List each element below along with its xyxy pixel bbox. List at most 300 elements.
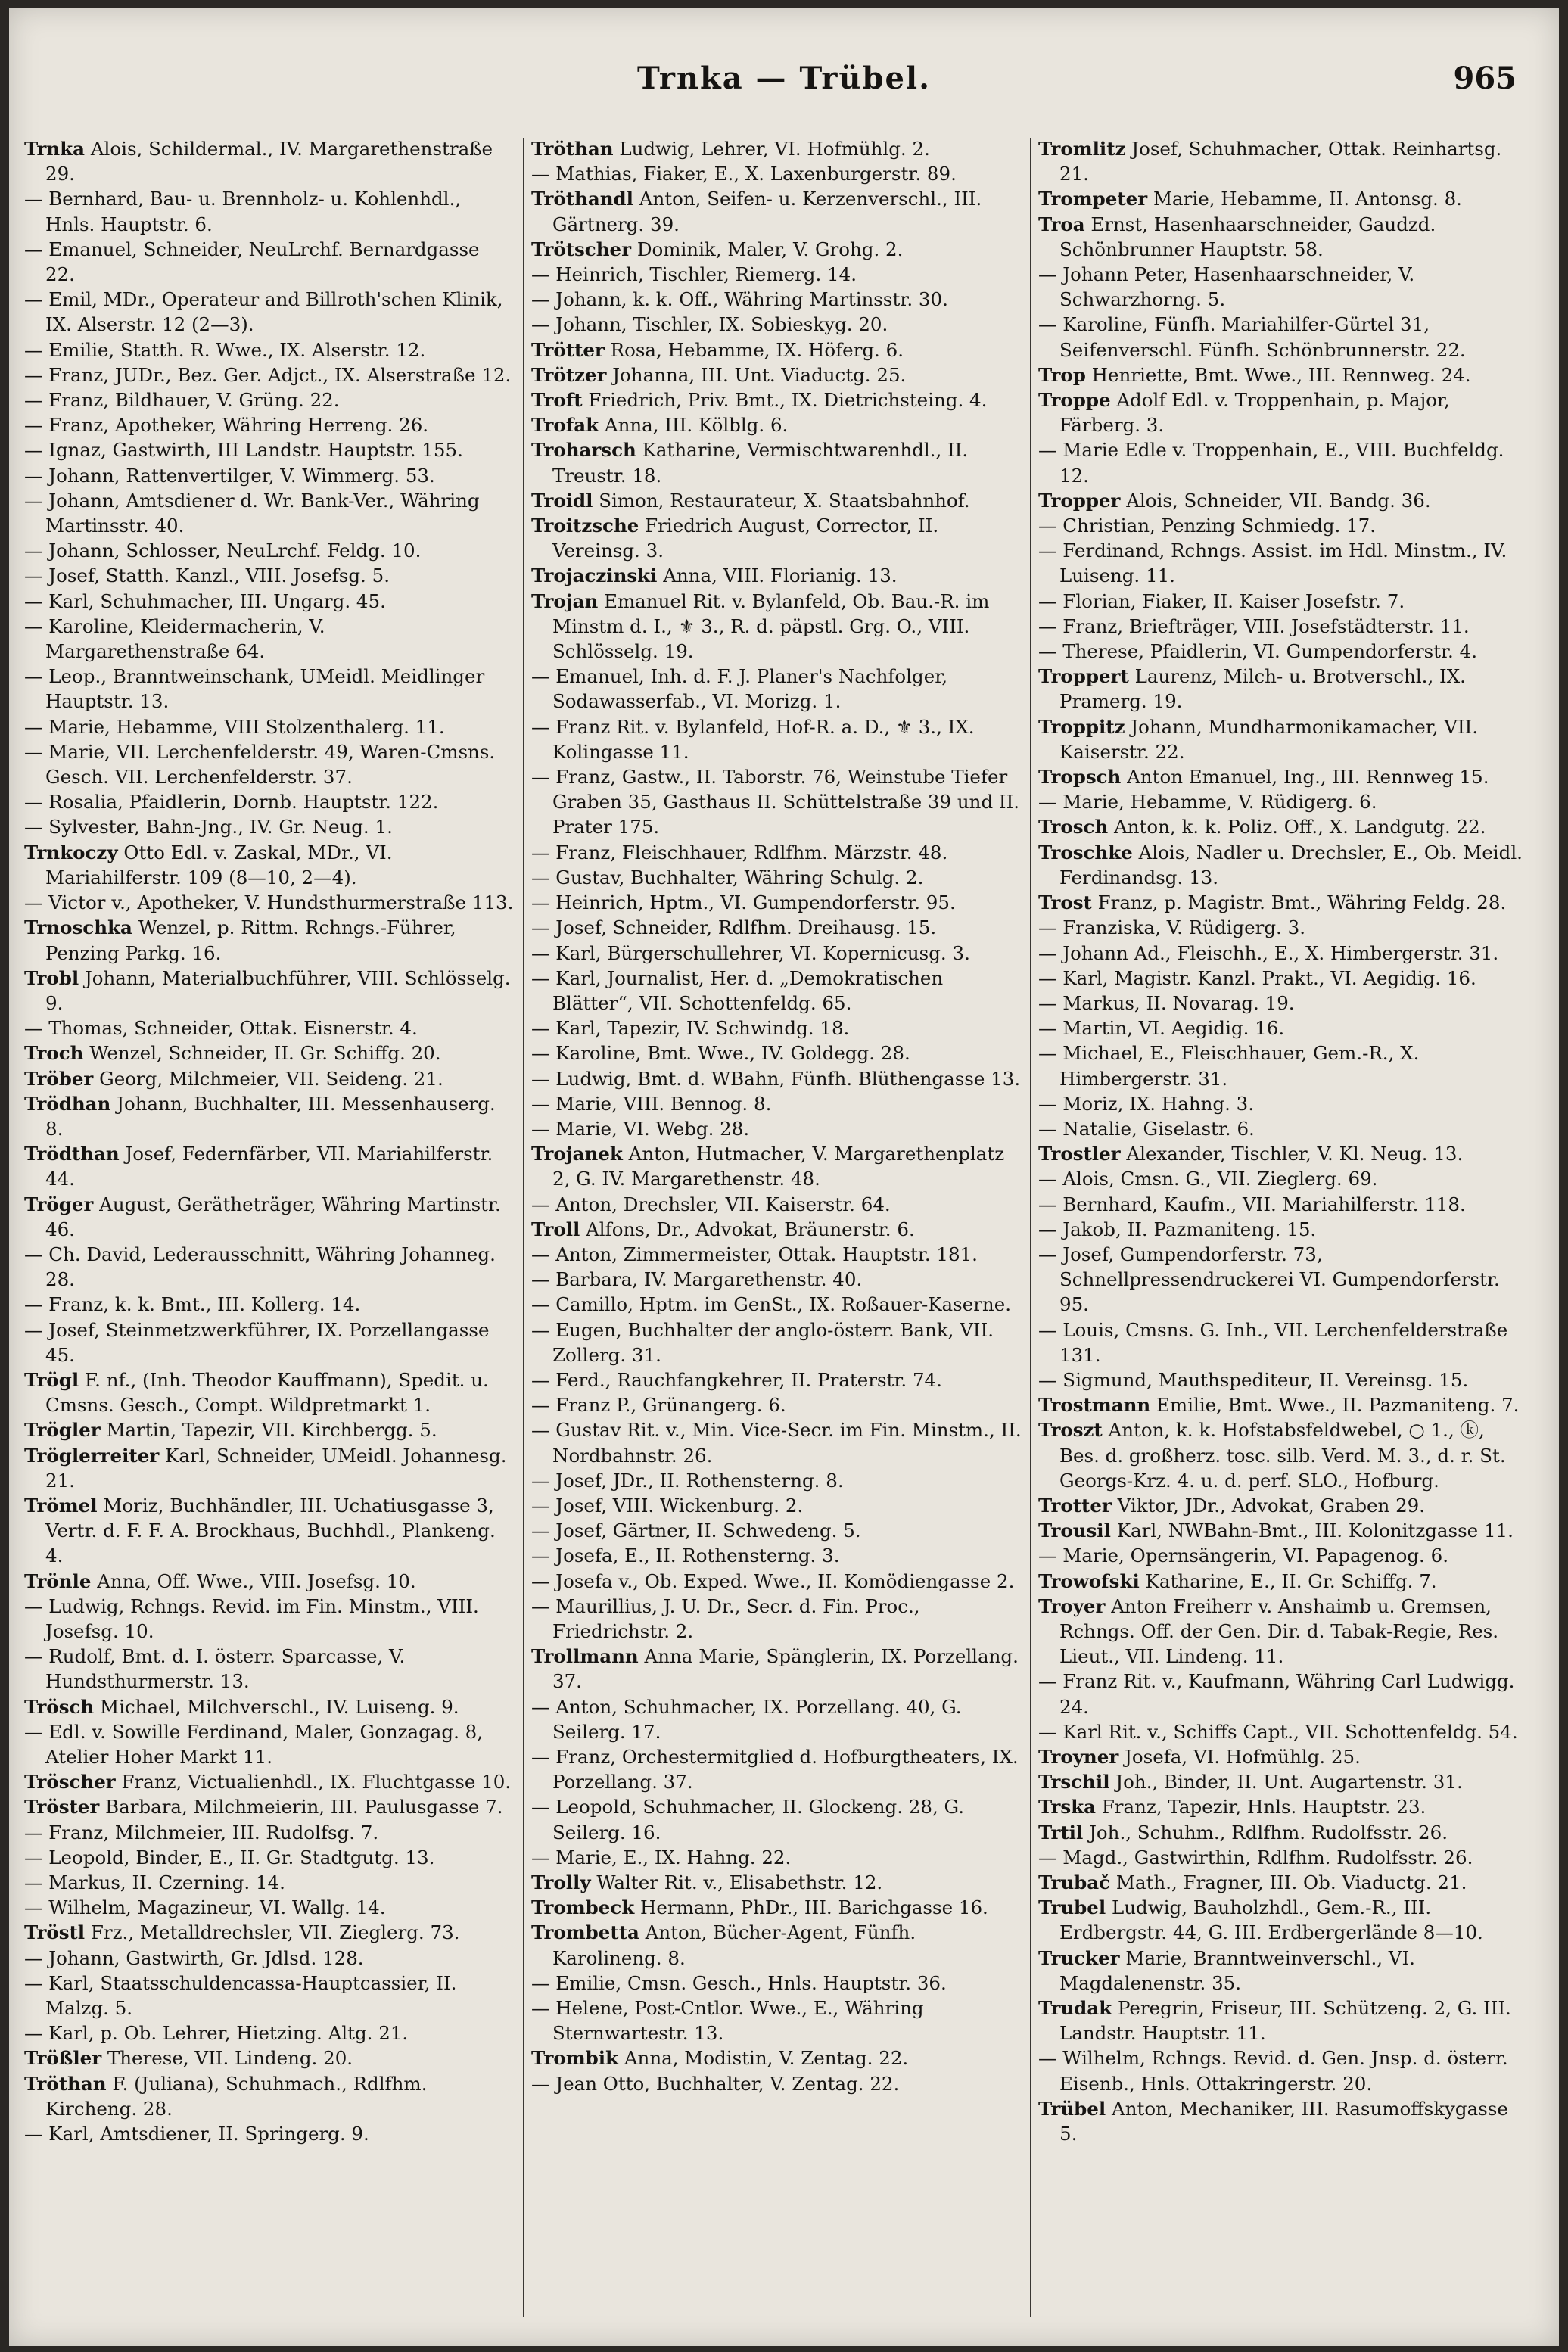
directory-entry: [531, 1493, 1022, 1518]
directory-entry: [531, 1744, 1022, 1794]
directory-entry: [24, 387, 515, 412]
directory-entry: [24, 1971, 515, 2021]
directory-entry: [1038, 840, 1529, 890]
column-divider: [1030, 138, 1031, 2317]
entry-details: — Sigmund, Mauthspediteur, II. Vereinsg. 15.: [1038, 1368, 1469, 1391]
entry-details: Alexander, Tischler, V. Kl. Neug. 13.: [1126, 1143, 1464, 1165]
directory-entry: [531, 941, 1022, 966]
entry-details: — Ch. David, Lederausschnitt, Währing Johanneg. 28.: [24, 1243, 496, 1291]
entry-surname: Tröthandl: [531, 188, 633, 210]
entry-details: Dominik, Maler, V. Grohg. 2.: [636, 238, 904, 260]
entry-details: — Emil, MDr., Operateur and Billroth'schen Klinik, IX. Alserstr. 12 (2—3).: [24, 288, 503, 336]
entry-details: Marie, Branntweinverschl., VI. Magdalenenstr. 35.: [1059, 1946, 1415, 1994]
entry-details: Johanna, III. Unt. Viaductg. 25.: [612, 363, 907, 386]
entry-details: — Karl, Magistr. Kanzl. Prakt., VI. Aegidig. 16.: [1038, 966, 1476, 989]
entry-details: Otto Edl. v. Zaskal, MDr., VI. Mariahilferstr. 109 (8—10, 2—4).: [45, 841, 393, 888]
entry-surname: Tropsch: [1038, 766, 1122, 789]
directory-entry: [1038, 1719, 1529, 1744]
directory-entry: [24, 338, 515, 362]
entry-details: — Karoline, Kleidermacherin, V. Margarethenstraße 64.: [24, 614, 325, 663]
entry-details: — Bernhard, Bau- u. Brennholz- u. Kohlenhdl., Hnls. Hauptstr. 6.: [24, 188, 462, 235]
entry-details: — Emanuel, Schneider, NeuLrchf. Bernardgasse 22.: [24, 238, 480, 286]
entry-details: — Eugen, Buchhalter der anglo-österr. Bank, VII. Zollerg. 31.: [531, 1318, 994, 1366]
directory-entry: [24, 915, 515, 965]
directory-entry: [531, 1091, 1022, 1116]
directory-entry: [531, 966, 1022, 1016]
directory-entry: [1038, 890, 1529, 915]
entry-details: Peregrin, Friseur, III. Schützeng. 2, G. III. Landstr. Hauptstr. 11.: [1059, 1997, 1511, 2045]
entry-details: — Karoline, Bmt. Wwe., IV. Goldegg. 28.: [531, 1042, 910, 1065]
directory-entry: [531, 412, 1022, 437]
directory-entry: [531, 437, 1022, 487]
entry-details: — Franz P., Grünangerg. 6.: [531, 1394, 786, 1417]
entry-surname: Tröglerreiter: [24, 1444, 160, 1467]
entry-details: — Anton, Schuhmacher, IX. Porzellang. 40, G. Seilerg. 17.: [531, 1695, 962, 1743]
directory-entry: [1038, 1794, 1529, 1819]
entry-details: Josef, Federnfärber, VII. Mariahilferstr. 44.: [45, 1143, 493, 1190]
entry-surname: Trska: [1038, 1796, 1097, 1818]
directory-entry: [1038, 1870, 1529, 1895]
entry-details: — Karl, Tapezir, IV. Schwindg. 18.: [531, 1017, 850, 1040]
directory-entry: [1038, 1367, 1529, 1392]
directory-entry: [531, 513, 1022, 563]
entry-surname: Trödhan: [24, 1092, 111, 1115]
entry-details: — Marie, Hebamme, VIII Stolzenthalerg. 11.: [24, 715, 445, 738]
directory-entry: [24, 714, 515, 739]
directory-entry: [24, 1242, 515, 1292]
directory-entry: [531, 1594, 1022, 1644]
directory-entry: [531, 1694, 1022, 1744]
entry-details: Therese, VII. Lindeng. 20.: [107, 2047, 353, 2070]
directory-entry: [24, 1794, 515, 1819]
directory-entry: [531, 563, 1022, 588]
directory-entry: [531, 840, 1022, 865]
directory-entry: [24, 1493, 515, 1569]
directory-entry: [24, 1192, 515, 1242]
entry-details: — Rosalia, Pfaidlerin, Dornb. Hauptstr. 122.: [24, 791, 439, 814]
directory-entry: [531, 1192, 1022, 1217]
directory-entry: [24, 2071, 515, 2121]
directory-entry: [1038, 1895, 1529, 1945]
entry-details: — Wilhelm, Rchngs. Revid. d. Gen. Jnsp. d. österr. Eisenb., Hnls. Ottakringerstr. 20.: [1038, 2047, 1508, 2095]
directory-entry: [1038, 2096, 1529, 2146]
directory-entry: [531, 1292, 1022, 1317]
directory-entry: [1038, 186, 1529, 211]
entry-details: Anton, Bücher-Agent, Fünfh. Karolineng. 8.: [552, 1921, 916, 1969]
entry-details: — Louis, Cmsns. G. Inh., VII. Lerchenfelderstraße 131.: [1038, 1318, 1508, 1366]
directory-entry: [1038, 1016, 1529, 1041]
entry-details: Marie, Hebamme, II. Antonsg. 8.: [1153, 188, 1462, 210]
entry-surname: Troa: [1038, 213, 1085, 235]
entry-details: — Marie Edle v. Troppenhain, E., VIII. Buchfeldg. 12.: [1038, 439, 1504, 487]
directory-entry: [24, 814, 515, 839]
directory-entry: [24, 186, 515, 236]
entry-details: — Camillo, Hptm. im GenSt., IX. Roßauer-Kaserne.: [531, 1293, 1011, 1316]
directory-entry: [24, 2121, 515, 2146]
entry-details: — Martin, VI. Aegidig. 16.: [1038, 1017, 1285, 1040]
directory-entry: [24, 1769, 515, 1794]
directory-entry: [531, 1996, 1022, 2046]
entry-details: — Marie, VI. Webg. 28.: [531, 1117, 750, 1140]
entry-details: — Marie, Opernsängerin, VI. Papagenog. 6.: [1038, 1545, 1448, 1567]
entry-details: — Josef, Steinmetzwerkführer, IX. Porzellangasse 45.: [24, 1318, 490, 1366]
entry-surname: Trötscher: [531, 238, 632, 260]
entry-details: — Heinrich, Tischler, Riemerg. 14.: [531, 263, 857, 286]
directory-entry: [1038, 614, 1529, 639]
entry-details: — Josef, Gärtner, II. Schwedeng. 5.: [531, 1520, 861, 1542]
entry-surname: Tröthan: [531, 138, 614, 160]
entry-details: — Johann, Gastwirth, Gr. Jdlsd. 128.: [24, 1946, 364, 1969]
directory-entry: [24, 966, 515, 1016]
directory-entry: [24, 1946, 515, 1971]
column-2: [531, 136, 1022, 2331]
directory-entry: [1038, 915, 1529, 940]
entry-details: — Leopold, Schuhmacher, II. Glockeng. 28, G. Seilerg. 16.: [531, 1796, 965, 1843]
entry-details: Alfons, Dr., Advokat, Bräunerstr. 6.: [586, 1218, 915, 1240]
entry-surname: Trombeck: [531, 1896, 635, 1919]
directory-entry: [24, 362, 515, 387]
entry-details: — Franz, Gastw., II. Taborstr. 76, Weinstube Tiefer Graben 35, Gasthaus II. Schüttelstraße 39 und II. Prater 175.: [531, 766, 1020, 838]
directory-entry: [1038, 1166, 1529, 1191]
entry-surname: Trofak: [531, 414, 599, 437]
entry-details: Alois, Nadler u. Drechsler, E., Ob. Meidl. Ferdinandsg. 13.: [1059, 841, 1523, 888]
entry-surname: Tropper: [1038, 489, 1121, 512]
entry-details: Karl, Schneider, UMeidl. Johannesg. 21.: [45, 1444, 507, 1492]
directory-entry: [531, 1895, 1022, 1920]
directory-entry: [1038, 212, 1529, 262]
entry-details: Frz., Metalldrechsler, VII. Zieglerg. 73.: [90, 1921, 460, 1944]
entry-details: Franz, Tapezir, Hnls. Hauptstr. 23.: [1101, 1796, 1426, 1818]
entry-surname: Trojaczinski: [531, 565, 658, 587]
directory-entry: [531, 1267, 1022, 1292]
directory-entry: [1038, 966, 1529, 991]
entry-details: Anna, Modistin, V. Zentag. 22.: [624, 2047, 909, 2070]
entry-details: — Franz, JUDr., Bez. Ger. Adjct., IX. Alserstraße 12.: [24, 363, 512, 386]
entry-details: Johann, Materialbuchführer, VIII. Schlösselg. 9.: [45, 966, 511, 1014]
entry-details: — Karl, Amtsdiener, II. Springerg. 9.: [24, 2123, 369, 2145]
entry-surname: Trödthan: [24, 1143, 120, 1165]
entry-surname: Trostmann: [1038, 1394, 1151, 1417]
entry-details: Josefa, VI. Hofmühlg. 25.: [1125, 1746, 1361, 1768]
entry-details: Rosa, Hebamme, IX. Höferg. 6.: [610, 338, 904, 361]
directory-entry: [531, 387, 1022, 412]
directory-entry: [531, 915, 1022, 940]
entry-details: — Markus, II. Czerning. 14.: [24, 1871, 285, 1894]
directory-entry: [1038, 387, 1529, 437]
entry-details: — Karl, p. Ob. Lehrer, Hietzing. Altg. 21.: [24, 2022, 409, 2045]
directory-entry: [1038, 1744, 1529, 1769]
entry-surname: Trögl: [24, 1368, 79, 1391]
entry-details: Friedrich, Priv. Bmt., IX. Dietrichsteing. 4.: [588, 389, 988, 412]
directory-entry: [24, 614, 515, 664]
directory-entry: [1038, 1217, 1529, 1242]
entry-surname: Troitzsche: [531, 515, 639, 537]
entry-surname: Troidl: [531, 489, 593, 512]
directory-entry: [531, 2071, 1022, 2096]
directory-page: [9, 8, 1559, 2346]
directory-entry: [24, 840, 515, 890]
entry-surname: Trösch: [24, 1695, 95, 1718]
entry-surname: Trollmann: [531, 1645, 639, 1668]
directory-entry: [531, 237, 1022, 262]
entry-details: Franz, Victualienhdl., IX. Fluchtgasse 10.: [121, 1771, 512, 1794]
directory-entry: [531, 136, 1022, 161]
directory-entry: [24, 136, 515, 186]
entry-details: — Thomas, Schneider, Ottak. Eisnerstr. 4.: [24, 1017, 418, 1040]
entry-details: Anna, VIII. Florianig. 13.: [663, 565, 898, 587]
entry-surname: Tröscher: [24, 1771, 116, 1794]
entry-details: — Josef, Gumpendorferstr. 73, Schnellpressendruckerei VI. Gumpendorferstr. 95.: [1038, 1243, 1500, 1316]
entry-details: Johann, Mundharmonikamacher, VII. Kaiserstr. 22.: [1059, 715, 1479, 763]
entry-details: — Johann Peter, Hasenhaarschneider, V. Schwarzhorng. 5.: [1038, 263, 1415, 311]
entry-details: — Ludwig, Bmt. d. WBahn, Fünfh. Blüthengasse 13.: [531, 1067, 1021, 1090]
directory-entry: [24, 1870, 515, 1895]
directory-entry: [24, 1443, 515, 1493]
entry-details: Martin, Tapezir, VII. Kirchbergg. 5.: [106, 1419, 437, 1442]
entry-surname: Tromlitz: [1038, 138, 1126, 160]
entry-surname: Trnkoczy: [24, 841, 118, 863]
entry-details: Joh., Schuhm., Rdlfhm. Rudolfsstr. 26.: [1089, 1821, 1448, 1843]
entry-details: Emanuel Rit. v. Bylanfeld, Ob. Bau.-R. im Minstm d. I., ⚜ 3., R. d. päpstl. Grg. O., VIII. Schlösselg. 19.: [552, 590, 990, 663]
entry-details: — Franz Rit. v., Kaufmann, Währing Carl Ludwigg. 24.: [1038, 1670, 1515, 1718]
page-number: 965: [1453, 61, 1517, 96]
entry-details: — Josefa v., Ob. Exped. Wwe., II. Komödiengasse 2.: [531, 1570, 1015, 1592]
entry-surname: Troch: [24, 1042, 84, 1065]
directory-entry: [1038, 639, 1529, 664]
entry-details: Anna, III. Kölblg. 6.: [604, 414, 789, 437]
directory-entry: [24, 1066, 515, 1091]
entry-surname: Trubel: [1038, 1896, 1106, 1919]
directory-entry: [1038, 1141, 1529, 1166]
directory-entry: [1038, 1669, 1529, 1719]
entry-details: — Bernhard, Kaufm., VII. Mariahilferstr. 118.: [1038, 1193, 1466, 1215]
directory-entry: [24, 739, 515, 789]
entry-details: Laurenz, Milch- u. Brotverschl., IX. Pramerg. 19.: [1059, 665, 1466, 713]
entry-surname: Troharsch: [531, 439, 636, 462]
entry-surname: Trudak: [1038, 1997, 1112, 2020]
entry-details: — Magd., Gastwirthin, Rdlfhm. Rudolfsstr. 26.: [1038, 1846, 1473, 1868]
entry-details: Georg, Milchmeier, VII. Seideng. 21.: [99, 1067, 443, 1090]
entry-details: — Edl. v. Sowille Ferdinand, Maler, Gonzagag. 8, Atelier Hoher Markt 11.: [24, 1720, 484, 1768]
entry-details: — Marie, Hebamme, V. Rüdigerg. 6.: [1038, 791, 1377, 814]
entry-details: — Markus, II. Novarag. 19.: [1038, 991, 1295, 1014]
entry-details: Ludwig, Lehrer, VI. Hofmühlg. 2.: [619, 138, 930, 160]
directory-entry: [531, 262, 1022, 287]
directory-entry: [531, 1920, 1022, 1970]
directory-entry: [1038, 664, 1529, 714]
entry-details: — Franz, Apotheker, Währing Herreng. 26.: [24, 414, 429, 437]
directory-entry: [1038, 1569, 1529, 1594]
directory-entry: [531, 1468, 1022, 1493]
entry-details: — Johann, Amtsdiener d. Wr. Bank-Ver., Währing Martinsstr. 40.: [24, 489, 480, 537]
entry-surname: Trolly: [531, 1871, 591, 1894]
entry-details: — Marie, VIII. Bennog. 8.: [531, 1092, 772, 1115]
directory-entry: [1038, 1518, 1529, 1543]
entry-details: Anton Freiherr v. Anshaimb u. Gremsen, Rchngs. Off. der Gen. Dir. d. Tabak-Regie, Res. Lieut., VII. Lindeng. 11.: [1059, 1594, 1499, 1668]
directory-entry: [531, 1794, 1022, 1844]
page-title: Trnka — Trübel.: [636, 61, 932, 96]
entry-surname: Troppert: [1038, 665, 1129, 688]
entry-details: Anna, Off. Wwe., VIII. Josefsg. 10.: [97, 1570, 416, 1592]
entry-surname: Trschil: [1038, 1771, 1110, 1794]
entry-details: — Jakob, II. Pazmaniteng. 15.: [1038, 1218, 1317, 1240]
directory-entry: [531, 589, 1022, 664]
entry-details: — Emilie, Statth. R. Wwe., IX. Alserstr. 12.: [24, 338, 426, 361]
entry-details: — Johann, Rattenvertilger, V. Wimmerg. 53.: [24, 464, 435, 487]
entry-details: Katharine, E., II. Gr. Schiffg. 7.: [1145, 1570, 1437, 1592]
directory-entry: [1038, 1041, 1529, 1090]
directory-entry: [1038, 1594, 1529, 1669]
entry-details: — Franz, Milchmeier, III. Rudolfsg. 7.: [24, 1821, 379, 1843]
directory-entry: [531, 1141, 1022, 1191]
entry-details: — Christian, Penzing Schmiedg. 17.: [1038, 515, 1376, 537]
entry-details: Ernst, Hasenhaarschneider, Gaudzd. Schönbrunner Hauptstr. 58.: [1059, 213, 1436, 260]
entry-details: Hermann, PhDr., III. Barichgasse 16.: [640, 1896, 988, 1919]
directory-entry: [1038, 991, 1529, 1016]
directory-entry: [1038, 789, 1529, 814]
directory-entry: [531, 1392, 1022, 1417]
entry-details: — Leop., Branntweinschank, UMeidl. Meidlinger Hauptstr. 13.: [24, 665, 485, 713]
entry-details: Ludwig, Bauholzhdl., Gem.-R., III. Erdbergstr. 44, G. III. Erdbergerlände 8—10.: [1059, 1896, 1483, 1944]
entry-details: — Leopold, Binder, E., II. Gr. Stadtgutg. 13.: [24, 1846, 435, 1868]
entry-details: — Florian, Fiaker, II. Kaiser Josefstr. 7.: [1038, 590, 1405, 612]
entry-details: — Franz, k. k. Bmt., III. Kollerg. 14.: [24, 1293, 361, 1316]
entry-surname: Trost: [1038, 891, 1092, 914]
entry-surname: Trombik: [531, 2047, 619, 2070]
entry-details: — Ferdinand, Rchngs. Assist. im Hdl. Minstm., IV. Luiseng. 11.: [1038, 540, 1507, 587]
directory-entry: [24, 890, 515, 915]
directory-entry: [531, 1870, 1022, 1895]
directory-entry: [24, 1845, 515, 1870]
directory-entry: [24, 589, 515, 614]
entry-details: — Josefa, E., II. Rothensterng. 3.: [531, 1545, 840, 1567]
entry-surname: Trop: [1038, 363, 1086, 386]
entry-details: — Maurillius, J. U. Dr., Secr. d. Fin. Proc., Friedrichstr. 2.: [531, 1594, 920, 1642]
entry-surname: Trönle: [24, 1570, 92, 1592]
directory-entry: [24, 538, 515, 563]
entry-surname: Trombetta: [531, 1921, 639, 1944]
directory-entry: [531, 362, 1022, 387]
entry-details: — Helene, Post-Cntlor. Wwe., E., Währing Sternwartestr. 13.: [531, 1997, 924, 2045]
entry-details: — Gustav, Buchhalter, Währing Schulg. 2.: [531, 866, 924, 888]
directory-entry: [1038, 1820, 1529, 1845]
directory-entry: [1038, 488, 1529, 513]
entry-surname: Trübel: [1038, 2097, 1106, 2120]
directory-entry: [24, 1569, 515, 1594]
entry-details: — Wilhelm, Magazineur, VI. Wallg. 14.: [24, 1896, 386, 1919]
entry-surname: Trömel: [24, 1494, 98, 1517]
entry-details: Wenzel, p. Rittm. Rchngs.-Führer, Penzing Parkg. 16.: [45, 916, 456, 964]
entry-details: Anna Marie, Spänglerin, IX. Porzellang. 37.: [552, 1645, 1019, 1693]
directory-entry: [1038, 437, 1529, 487]
entry-surname: Trößler: [24, 2047, 102, 2070]
directory-entry: [24, 1091, 515, 1141]
entry-surname: Trotter: [1038, 1494, 1112, 1517]
entry-details: Henriette, Bmt. Wwe., III. Rennweg. 24.: [1091, 363, 1471, 386]
entry-details: — Rudolf, Bmt. d. I. österr. Sparcasse, V. Hundsthurmerstr. 13.: [24, 1645, 406, 1693]
entry-surname: Troyer: [1038, 1594, 1106, 1617]
directory-entry: [24, 1694, 515, 1719]
directory-entry: [1038, 1946, 1529, 1996]
entry-details: — Marie, VII. Lerchenfelderstr. 49, Waren-Cmsns. Gesch. VII. Lerchenfelderstr. 37.: [24, 740, 496, 789]
entry-details: Josef, Schuhmacher, Ottak. Reinhartsg. 21.: [1059, 138, 1502, 185]
entry-details: Simon, Restaurateur, X. Staatsbahnhof.: [599, 489, 970, 512]
entry-surname: Trojanek: [531, 1143, 623, 1165]
directory-entry: [531, 1318, 1022, 1367]
entry-details: Franz, p. Magistr. Bmt., Währing Feldg. 28.: [1097, 891, 1507, 914]
entry-surname: Tröber: [24, 1067, 94, 1090]
column-divider: [523, 138, 524, 2317]
entry-details: Katharine, Vermischtwarenhdl., II. Treustr. 18.: [552, 439, 969, 487]
entry-surname: Troppitz: [1038, 715, 1125, 738]
entry-details: Joh., Binder, II. Unt. Augartenstr. 31.: [1115, 1771, 1463, 1794]
entry-details: Emilie, Bmt. Wwe., II. Pazmaniteng. 7.: [1156, 1394, 1520, 1417]
directory-entry: [531, 1041, 1022, 1066]
entry-details: — Heinrich, Hptm., VI. Gumpendorferstr. 95.: [531, 891, 956, 914]
entry-details: August, Gerätheträger, Währing Martinstr. 46.: [45, 1193, 501, 1240]
directory-entry: [531, 1543, 1022, 1568]
directory-entry: [1038, 1493, 1529, 1518]
directory-entry: [1038, 1996, 1529, 2046]
entry-details: — Anton, Zimmermeister, Ottak. Hauptstr. 181.: [531, 1243, 978, 1265]
directory-entry: [531, 1569, 1022, 1594]
entry-details: — Michael, E., Fleischhauer, Gem.-R., X. Himbergerstr. 31.: [1038, 1042, 1420, 1090]
directory-entry: [531, 161, 1022, 186]
directory-entry: [24, 1594, 515, 1644]
directory-entry: [531, 287, 1022, 312]
directory-entry: [1038, 1417, 1529, 1493]
directory-entry: [24, 1318, 515, 1367]
entry-details: — Karl, Journalist, Her. d. „Demokratischen Blätter“, VII. Schottenfeldg. 65.: [531, 966, 944, 1014]
entry-surname: Trompeter: [1038, 188, 1148, 210]
directory-entry: [531, 488, 1022, 513]
directory-entry: [531, 1016, 1022, 1041]
entry-surname: Troschke: [1038, 841, 1133, 863]
directory-entry: [24, 488, 515, 538]
directory-entry: [1038, 1116, 1529, 1141]
directory-entry: [531, 865, 1022, 890]
directory-entry: [1038, 513, 1529, 538]
directory-entry: [531, 1066, 1022, 1091]
column-3: [1038, 136, 1529, 2331]
entry-details: — Mathias, Fiaker, E., X. Laxenburgerstr. 89.: [531, 163, 957, 185]
entry-details: Johann, Buchhalter, III. Messenhauserg. 8.: [45, 1092, 496, 1140]
entry-details: Wenzel, Schneider, II. Gr. Schiffg. 20.: [89, 1042, 441, 1065]
entry-surname: Troszt: [1038, 1419, 1103, 1442]
entry-details: — Franz Rit. v. Bylanfeld, Hof-R. a. D., ⚜ 3., IX. Kolingasse 11.: [531, 715, 975, 763]
entry-details: — Ferd., Rauchfangkehrer, II. Praterstr. 74.: [531, 1368, 942, 1391]
directory-entry: [531, 714, 1022, 764]
entry-surname: Trobl: [24, 966, 79, 989]
entry-details: — Karl, Schuhmacher, III. Ungarg. 45.: [24, 590, 386, 612]
directory-entry: [24, 412, 515, 437]
directory-entry: [24, 437, 515, 462]
entry-details: — Josef, Statth. Kanzl., VIII. Josefsg. 5.: [24, 565, 390, 587]
entry-surname: Trowofski: [1038, 1570, 1140, 1592]
directory-entry: [531, 186, 1022, 236]
entry-details: — Johann, k. k. Off., Währing Martinsstr. 30.: [531, 288, 948, 311]
directory-entry: [24, 664, 515, 714]
entry-details: — Gustav Rit. v., Min. Vice-Secr. im Fin. Minstm., II. Nordbahnstr. 26.: [531, 1419, 1022, 1467]
directory-entry: [1038, 136, 1529, 186]
entry-surname: Trögler: [24, 1419, 101, 1442]
directory-entry: [531, 312, 1022, 337]
directory-entry: [1038, 1091, 1529, 1116]
entry-details: — Josef, VIII. Wickenburg. 2.: [531, 1494, 804, 1517]
directory-entry: [24, 2021, 515, 2046]
directory-entry: [531, 890, 1022, 915]
entry-details: — Natalie, Giselastr. 6.: [1038, 1117, 1255, 1140]
